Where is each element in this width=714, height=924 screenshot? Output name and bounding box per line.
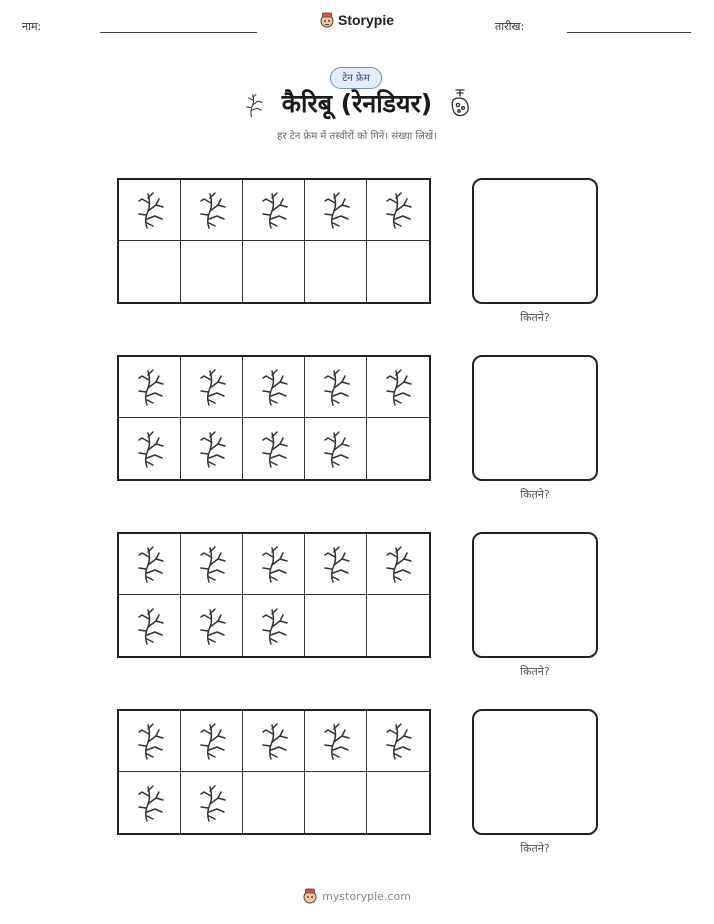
antler-icon	[256, 606, 292, 646]
ten-frame-cell	[243, 711, 305, 772]
ten-frame-cell	[367, 534, 429, 595]
antler-icon	[132, 190, 168, 230]
antler-icon	[256, 367, 292, 407]
how-many-label-1: कितने?	[520, 311, 550, 324]
ten-frame-cell	[243, 595, 305, 656]
ten-frame-cell	[181, 772, 243, 833]
ten-frame-cell	[119, 534, 181, 595]
ten-frame-cell	[305, 357, 367, 418]
antler-icon	[194, 544, 230, 584]
antler-icon	[318, 367, 354, 407]
answer-box-2[interactable]	[472, 355, 598, 481]
instructions: हर टेन फ्रेम में तस्वीरों को गिनें। संख्या लिखें।	[277, 131, 437, 142]
ten-frame-cell	[119, 595, 181, 656]
ten-frame-cell	[181, 595, 243, 656]
antler-icon	[194, 190, 230, 230]
name-field[interactable]	[100, 32, 257, 33]
antler-icon	[380, 367, 416, 407]
ten-frame-cell	[181, 711, 243, 772]
antler-icon	[256, 190, 292, 230]
ten-frame-cell	[367, 772, 429, 833]
antler-icon	[256, 544, 292, 584]
ten-frame-cell	[119, 180, 181, 241]
how-many-label-3: कितने?	[520, 665, 550, 678]
ten-frame-cell	[119, 418, 181, 479]
ten-frame-cell	[181, 357, 243, 418]
antler-icon	[132, 544, 168, 584]
antler-icon	[194, 783, 230, 823]
name-label: नाम:	[22, 20, 42, 33]
ten-frame-cell	[119, 772, 181, 833]
ten-frame-1	[117, 178, 431, 304]
ten-frame-cell	[181, 418, 243, 479]
worksheet-tag: टेन फ्रेम	[330, 67, 382, 89]
ten-frame-cell	[367, 595, 429, 656]
brand	[0, 12, 714, 32]
antler-icon	[318, 721, 354, 761]
ten-frame-cell	[367, 180, 429, 241]
ten-frame-cell	[243, 534, 305, 595]
date-label: तारीख:	[495, 20, 525, 33]
antler-icon	[194, 367, 230, 407]
ten-frame-cell	[305, 711, 367, 772]
antler-icon	[194, 606, 230, 646]
ten-frame-cell	[305, 241, 367, 302]
ten-frame-3	[117, 532, 431, 658]
ten-frame-cell	[367, 241, 429, 302]
ten-frame-cell	[305, 180, 367, 241]
antler-icon	[256, 721, 292, 761]
answer-box-1[interactable]	[472, 178, 598, 304]
storypie-logo-icon	[320, 12, 334, 28]
ten-frame-2	[117, 355, 431, 481]
answer-box-4[interactable]	[472, 709, 598, 835]
antler-icon	[318, 544, 354, 584]
ten-frame-cell	[243, 241, 305, 302]
ten-frame-cell	[243, 180, 305, 241]
antler-icon	[380, 544, 416, 584]
ten-frame-cell	[243, 418, 305, 479]
date-field[interactable]	[567, 32, 691, 33]
ten-frame-cell	[181, 180, 243, 241]
antler-icon	[256, 429, 292, 469]
antler-icon	[132, 367, 168, 407]
ten-frame-cell	[119, 711, 181, 772]
antler-icon	[194, 721, 230, 761]
antler-icon	[132, 429, 168, 469]
ten-frame-4	[117, 709, 431, 835]
ten-frame-cell	[243, 357, 305, 418]
brand-name: Storypie	[337, 12, 394, 28]
ten-frame-cell	[181, 534, 243, 595]
footer-site: mystorypie.com	[322, 889, 411, 903]
storypie-logo-icon	[303, 888, 317, 904]
ten-frame-cell	[119, 241, 181, 302]
footer	[0, 888, 714, 907]
ten-frame-cell	[305, 595, 367, 656]
antler-icon	[132, 783, 168, 823]
ten-frame-cell	[305, 418, 367, 479]
ten-frame-cell	[367, 357, 429, 418]
how-many-label-2: कितने?	[520, 488, 550, 501]
answer-box-3[interactable]	[472, 532, 598, 658]
antler-icon	[380, 721, 416, 761]
ten-frame-cell	[367, 418, 429, 479]
ten-frame-cell	[367, 711, 429, 772]
ten-frame-cell	[119, 357, 181, 418]
ten-frame-cell	[305, 772, 367, 833]
ten-frame-cell	[181, 241, 243, 302]
how-many-label-4: कितने?	[520, 842, 550, 855]
antler-icon	[318, 429, 354, 469]
antler-icon	[132, 721, 168, 761]
ten-frame-cell	[243, 772, 305, 833]
lichen-icon	[447, 88, 473, 120]
antler-icon	[318, 190, 354, 230]
ten-frame-cell	[305, 534, 367, 595]
page-title: कैरिबू (रेनडियर)	[281, 89, 433, 118]
antler-icon	[132, 606, 168, 646]
antler-icon	[194, 429, 230, 469]
antler-icon	[380, 190, 416, 230]
